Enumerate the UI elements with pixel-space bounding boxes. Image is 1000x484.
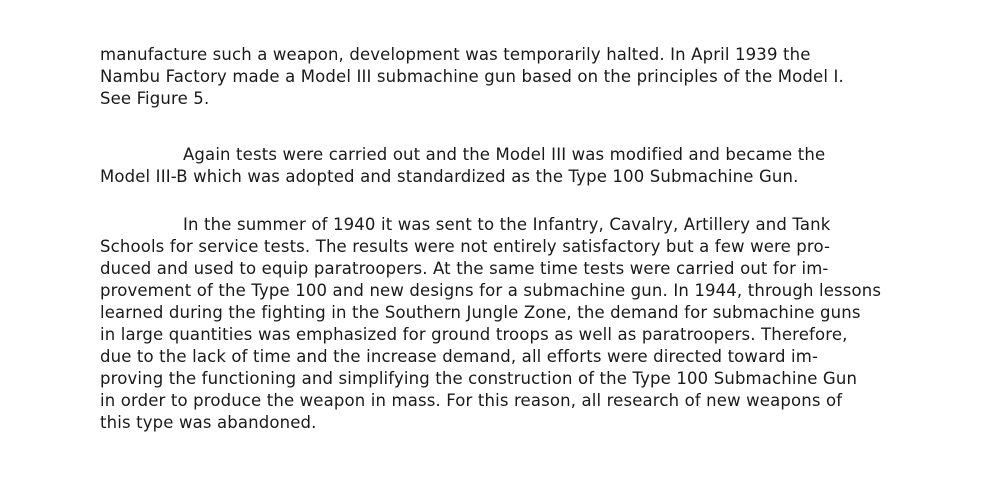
text-line: learned during the fighting in the Southern Jungle Zone, the demand for submachine guns: [100, 303, 861, 322]
text-line: proving the functioning and simplifying the construction of the Type 100 Submachine Gun: [100, 369, 858, 388]
text-line: duced and used to equip paratroopers. At the same time tests were carried out for im-: [100, 259, 829, 278]
text-line: provement of the Type 100 and new designs for a submachine gun. In 1944, through lessons: [100, 281, 882, 300]
text-line: See Figure 5.: [100, 89, 210, 108]
text-line: due to the lack of time and the increase demand, all efforts were directed toward im-: [100, 347, 819, 366]
text-line: Schools for service tests. The results were not entirely satisfactory but a few were pro-: [100, 237, 831, 256]
text-line: In the summer of 1940 it was sent to the Infantry, Cavalry, Artillery and Tank: [183, 215, 831, 234]
text-line: this type was abandoned.: [100, 413, 317, 432]
text-line: Again tests were carried out and the Model III was modified and became the: [183, 145, 826, 164]
text-line: in order to produce the weapon in mass. For this reason, all research of new weapons of: [100, 391, 843, 410]
text-line: manufacture such a weapon, development was temporarily halted. In April 1939 the: [100, 45, 811, 64]
text-line: Model III-B which was adopted and standardized as the Type 100 Submachine Gun.: [100, 167, 799, 186]
text-line: Nambu Factory made a Model III submachine gun based on the principles of the Model I.: [100, 67, 844, 86]
text-line: in large quantities was emphasized for ground troops as well as paratroopers. Therefore,: [100, 325, 848, 344]
